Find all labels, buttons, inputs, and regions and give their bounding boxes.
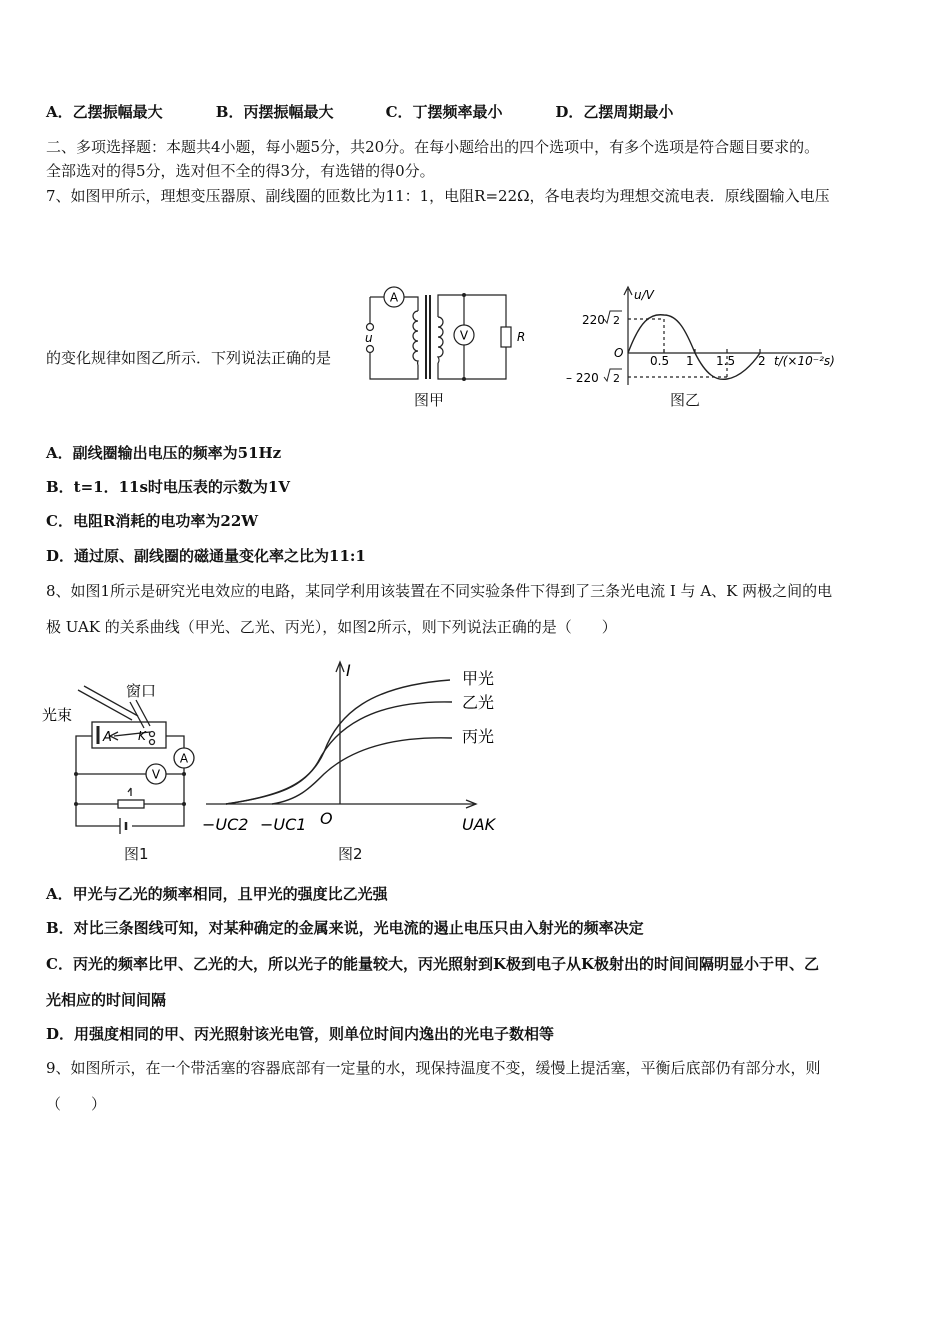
- origin-label: O: [614, 346, 624, 360]
- q7-stem-line2: 的变化规律如图乙所示．下列说法正确的是: [46, 349, 332, 367]
- q7-option-c: C．电阻R消耗的电功率为22W: [46, 512, 259, 530]
- uc1-label: −UC1: [260, 815, 307, 834]
- input-label: u: [365, 331, 373, 345]
- ammeter-label-2: A: [179, 751, 189, 766]
- q8-option-c-cont: 光相应的时间间隔: [46, 991, 167, 1009]
- section2-line2: 全部选对的得5分，选对但不全的得3分，有选错的得0分。: [46, 162, 435, 180]
- voltmeter-label: V: [459, 328, 469, 343]
- beam-label: 光束: [42, 706, 73, 724]
- origin-label-2: O: [320, 809, 333, 828]
- resistor-label: R: [517, 330, 526, 344]
- curve-yi-label: 乙光: [462, 693, 495, 712]
- tick-0-5: 0.5: [650, 354, 670, 368]
- curve-bing-label: 丙光: [462, 727, 495, 746]
- section2-line1: 二、多项选择题：本题共4小题，每小题5分，共20分。在每小题给出的四个选项中，有多个选项是符合题目要求的。: [46, 138, 820, 156]
- q7-option-b: B．t=1．11s时电压表的示数为1V: [46, 478, 291, 496]
- q8-option-c: C．丙光的频率比甲、乙光的大，所以光子的能量较大，丙光照射到K极到电子从K极射出的时间间隔明显小于甲、乙: [46, 955, 820, 973]
- q6-option-b: B．丙摆振幅最大: [215, 103, 334, 121]
- voltage-axis-label: u/V: [634, 288, 654, 302]
- anode-label: A: [103, 730, 112, 745]
- q8-option-b: B．对比三条图线可知，对某种确定的金属来说，光电流的遏止电压只由入射光的频率决定: [46, 919, 644, 937]
- q8-fig1-caption: 图1: [124, 845, 149, 863]
- q9-stem-line1: 9、如图所示，在一个带活塞的容器底部有一定量的水，现保持温度不变，缓慢上提活塞，平衡后底部仍有部分水，则: [46, 1059, 821, 1077]
- time-axis-label: t/(×10⁻²s): [774, 354, 835, 368]
- q9-stem-line2: （ ）: [46, 1095, 107, 1113]
- q8-stem-line1: 8、如图1所示是研究光电效应的电路，某同学利用该装置在不同实验条件下得到了三条光电流 I 与 A、K 两极之间的电: [46, 582, 833, 600]
- q8-stem-line2: 极 UAK 的关系曲线（甲光、乙光、丙光），如图2所示，则下列说法正确的是（ ）: [46, 618, 617, 636]
- q8-option-a: A．甲光与乙光的频率相同，且甲光的强度比乙光强: [46, 885, 388, 903]
- ammeter-label: A: [389, 290, 399, 305]
- tick-2: 2: [758, 354, 766, 368]
- tick-1: 1: [686, 354, 694, 368]
- tick-1-5: 1.5: [716, 354, 736, 368]
- q7-voltage-graph: [560, 283, 840, 393]
- voltage-max-label: 220: [582, 313, 605, 327]
- uak-axis-label: UAK: [462, 815, 496, 834]
- q8-iu-graph: [200, 656, 510, 842]
- q8-photoelectric-circuit: [40, 676, 200, 836]
- voltmeter-label-2: V: [151, 767, 161, 782]
- q7-option-a: A．副线圈输出电压的频率为51Hz: [46, 444, 282, 462]
- q6-option-c: C．丁摆频率最小: [385, 103, 503, 121]
- q6-option-a: A．乙摆振幅最大: [46, 103, 163, 121]
- q8-option-d: D．用强度相同的甲、丙光照射该光电管，则单位时间内逸出的光电子数相等: [46, 1025, 555, 1043]
- q7-option-d: D．通过原、副线圈的磁通量变化率之比为11:1: [46, 547, 366, 565]
- cathode-label: K: [138, 729, 146, 743]
- window-label: 窗口: [126, 682, 157, 700]
- q6-option-d: D．乙摆周期最小: [555, 103, 674, 121]
- sqrt-bottom: 2: [613, 372, 620, 385]
- voltage-min-label: – 220: [566, 371, 599, 385]
- q7-fig1-caption: 图甲: [414, 391, 445, 409]
- q6-options: [46, 102, 673, 122]
- q7-transformer-circuit: [360, 283, 535, 383]
- q7-fig2-caption: 图乙: [670, 391, 701, 409]
- q8-fig2-caption: 图2: [338, 845, 363, 863]
- sqrt-top: 2: [613, 314, 620, 327]
- q7-stem-line1: 7、如图甲所示，理想变压器原、副线圈的匝数比为11：1，电阻R=22Ω，各电表均为理想交流电表．原线圈输入电压: [46, 187, 830, 205]
- uc2-label: −UC2: [202, 815, 249, 834]
- curve-jia-label: 甲光: [462, 669, 495, 688]
- current-axis-label: I: [346, 661, 351, 680]
